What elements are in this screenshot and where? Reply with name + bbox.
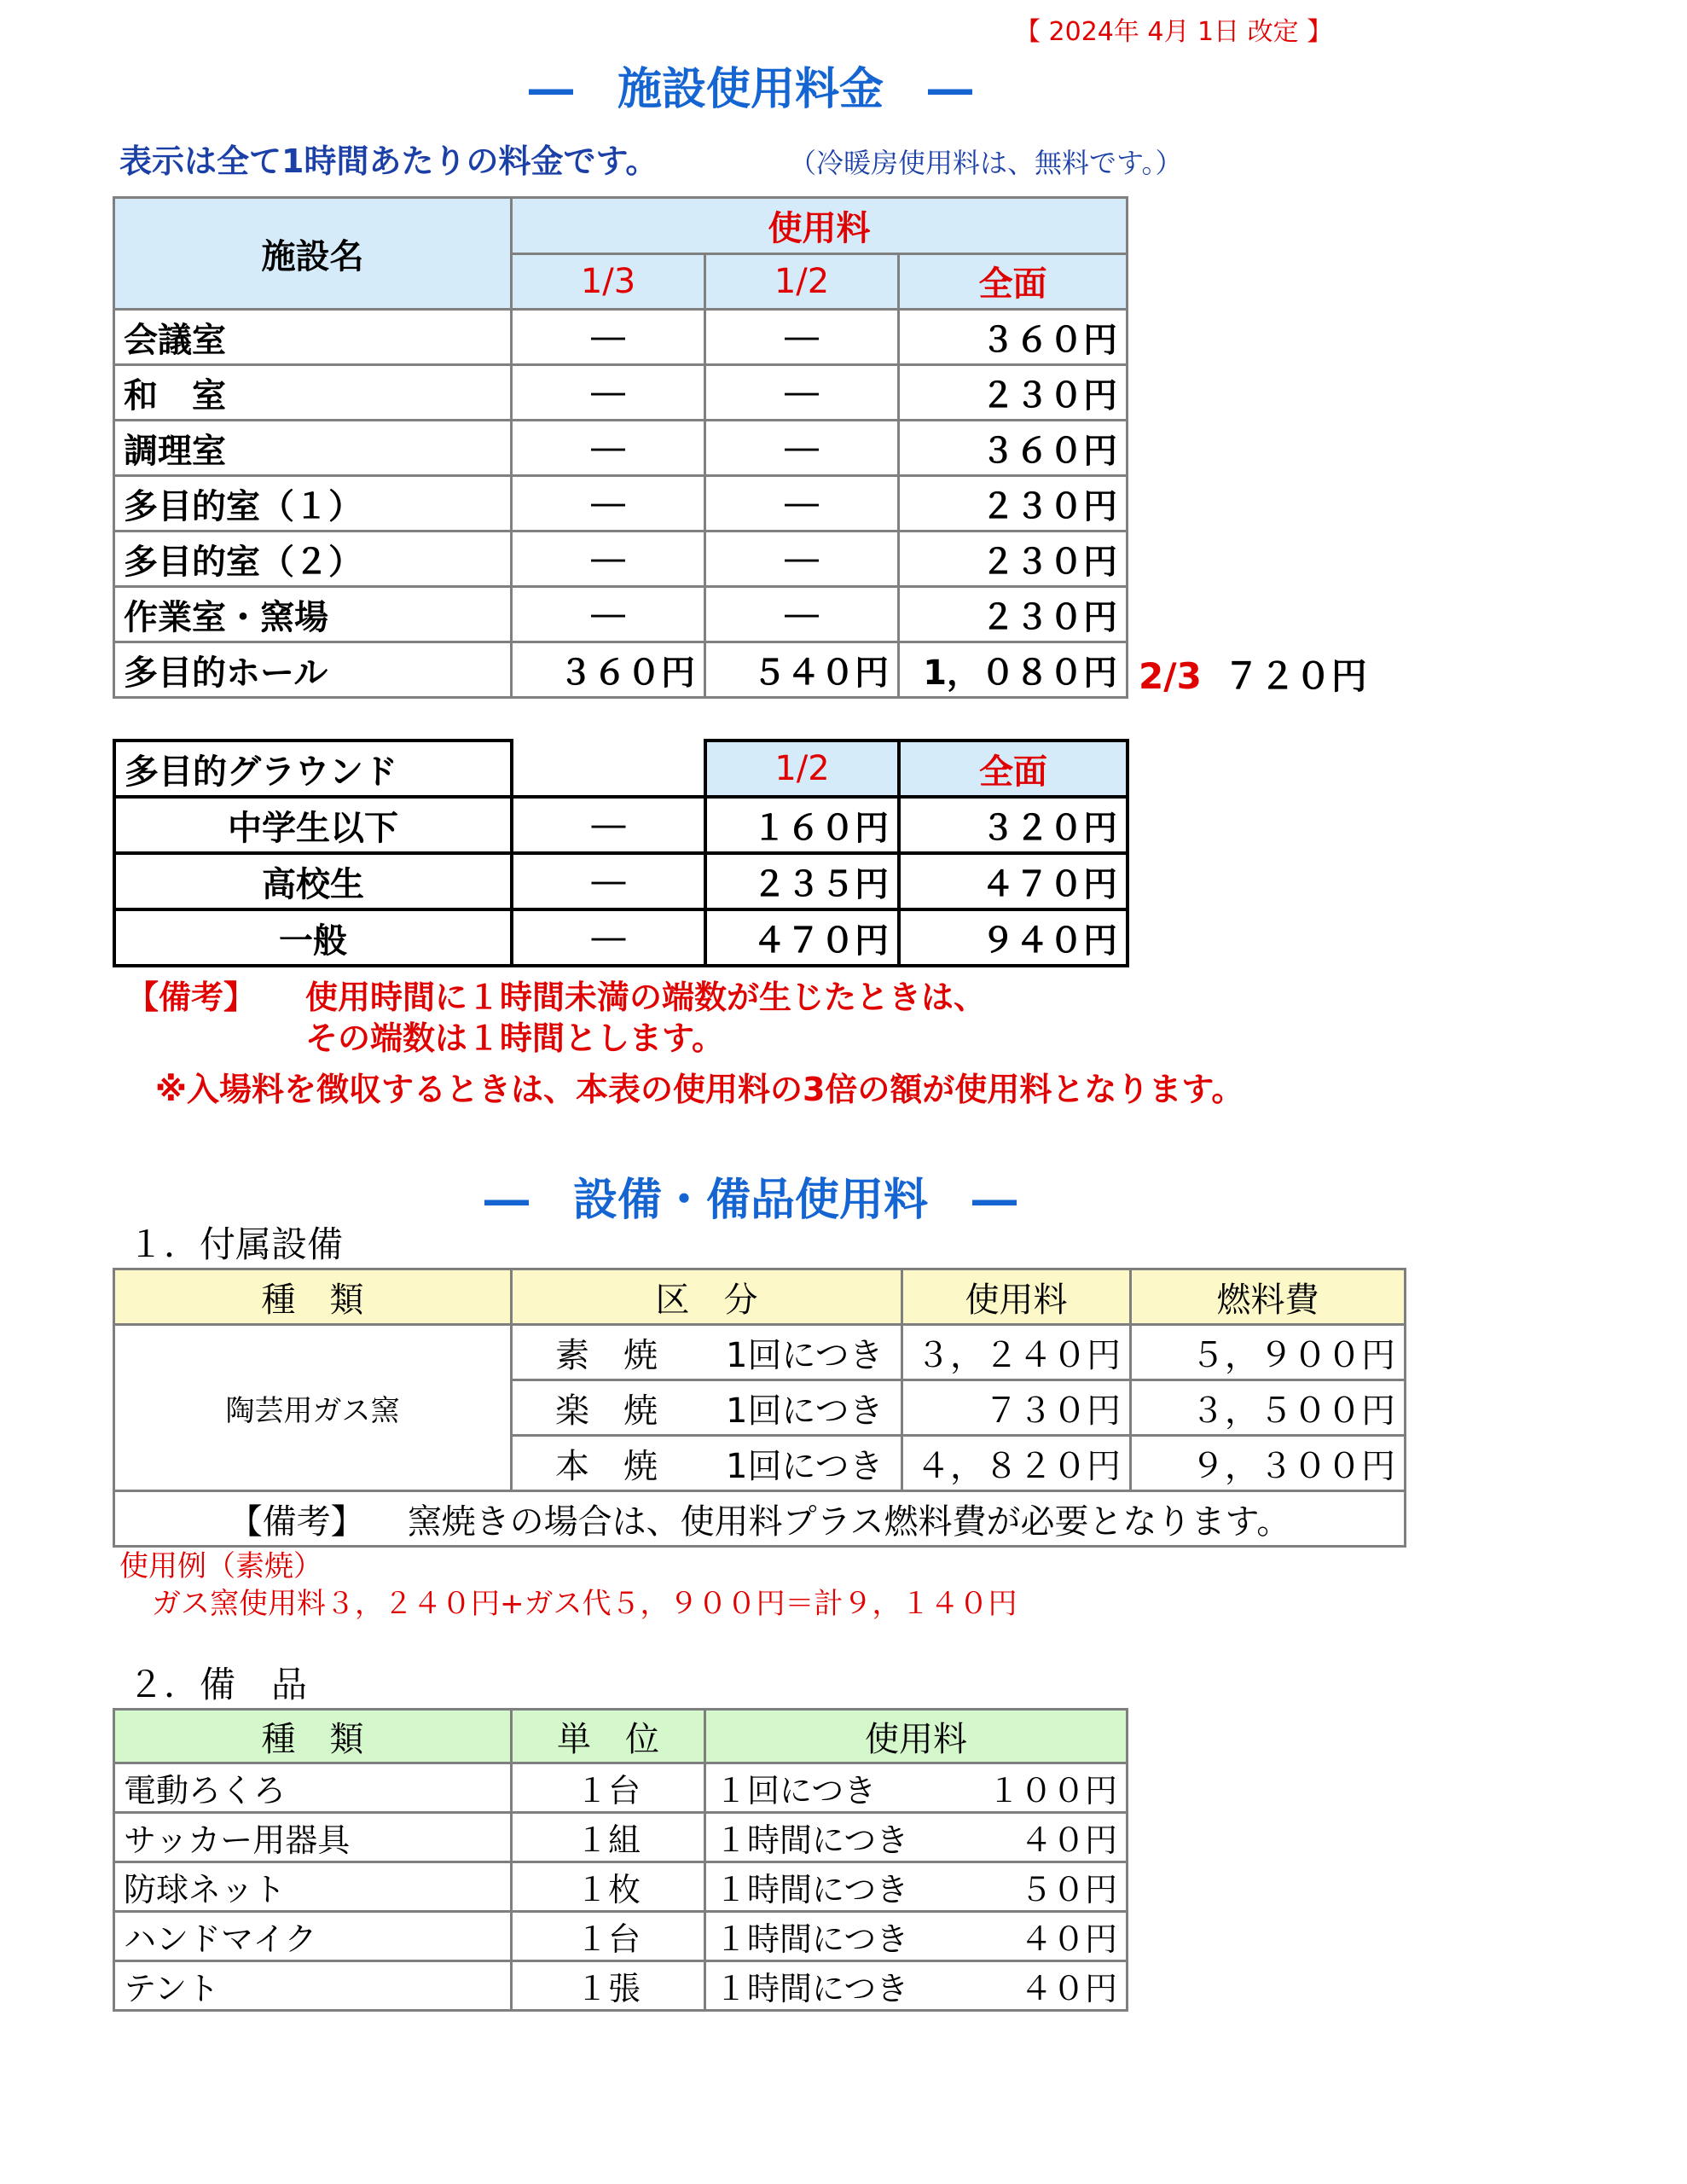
col-header-full: 全面 [899, 253, 1128, 310]
item-fee: ４０円 [1019, 1821, 1117, 1859]
kiln-category [512, 1380, 902, 1436]
item-fee: ４０円 [1019, 1970, 1117, 2007]
kiln-fuel: ３，５００円 [1131, 1380, 1406, 1436]
remarks-line2: その端数は１時間とします。 [305, 1019, 724, 1057]
col-header-fee: 使用料 [902, 1269, 1131, 1325]
table-row [114, 909, 1128, 966]
equipment-title: ― 設備・備品使用料 ― [484, 1175, 1017, 1226]
fee-third: ― [512, 531, 705, 587]
fee-full: ２３０円 [899, 365, 1128, 421]
kiln-name: 陶芸用ガス窯 [114, 1325, 512, 1491]
facility-name: 多目的ホール [114, 642, 512, 698]
item-per: １時間につき [715, 1871, 909, 1908]
fee-dash: ― [512, 853, 705, 909]
table-row [114, 531, 1128, 587]
fee-half: ― [705, 365, 899, 421]
item-fee-cell [705, 1763, 1128, 1813]
table-row [114, 1961, 1128, 2011]
item-fee: １００円 [987, 1772, 1117, 1809]
fee-half: ４７０円 [705, 909, 899, 966]
table-row [114, 1912, 1128, 1961]
col-header-facility-name: 施設名 [114, 198, 512, 310]
col-header-full: 全面 [899, 741, 1128, 797]
fraction-label: 2/3 [1139, 655, 1202, 697]
facility-name: 多目的室（２） [114, 531, 512, 587]
item-per: １時間につき [715, 1920, 909, 1958]
item-per: １時間につき [715, 1821, 909, 1859]
item-name: 電動ろくろ [114, 1763, 512, 1813]
kiln-remark-text: 窯焼きの場合は、使用料プラス燃料費が必要となります。 [407, 1502, 1291, 1542]
section2-heading: ２．備 品 [128, 1664, 308, 1705]
fee-dash: ― [512, 909, 705, 966]
kiln-fuel: ９，３００円 [1131, 1436, 1406, 1491]
fee-full: ９４０円 [899, 909, 1128, 966]
table-row [114, 1813, 1128, 1862]
item-unit: １枚 [512, 1862, 705, 1912]
col-header-third: 1/3 [512, 253, 705, 310]
kiln-fee: ７３０円 [902, 1380, 1131, 1436]
facility-name: 和 室 [114, 365, 512, 421]
kiln-remark-row [114, 1491, 1406, 1547]
fee-third: ― [512, 310, 705, 365]
firing-type: 本 焼 [555, 1446, 658, 1486]
table-row [114, 476, 1128, 531]
kiln-fee: ３，２４０円 [902, 1325, 1131, 1380]
item-fee-cell [705, 1862, 1128, 1912]
fee-half: ― [705, 587, 899, 642]
col-header-type: 種 類 [114, 1269, 512, 1325]
col-header-type: 種 類 [114, 1710, 512, 1763]
facility-name: 調理室 [114, 421, 512, 476]
user-category: 高校生 [114, 853, 512, 909]
firing-unit: 1回につき [726, 1391, 884, 1431]
remarks-line3: ※入場料を徴収するときは、本表の使用料の3倍の額が使用料となります。 [155, 1071, 1244, 1108]
table-row [114, 1763, 1128, 1813]
fee-full: ３６０円 [899, 421, 1128, 476]
table-row [114, 587, 1128, 642]
item-fee-cell [705, 1961, 1128, 2011]
kiln-fuel: ５，９００円 [1131, 1325, 1406, 1380]
item-name: サッカー用器具 [114, 1813, 512, 1862]
fee-full: ４７０円 [899, 853, 1128, 909]
fee-half: ５４０円 [705, 642, 899, 698]
fee-full: ３２０円 [899, 797, 1128, 853]
ground-name: 多目的グラウンド [114, 741, 512, 797]
table-row [114, 1862, 1128, 1912]
item-name: テント [114, 1961, 512, 2011]
item-per: １時間につき [715, 1970, 909, 2007]
facility-name: 多目的室（１） [114, 476, 512, 531]
fee-half: ― [705, 421, 899, 476]
facility-name: 作業室・窯場 [114, 587, 512, 642]
table-row [114, 853, 1128, 909]
fee-full: ３６０円 [899, 310, 1128, 365]
example-text: ガス窯使用料３，２４０円+ガス代５，９００円＝計９，１４０円 [152, 1587, 1017, 1621]
fee-full: ２３０円 [899, 531, 1128, 587]
col-header-unit: 単 位 [512, 1710, 705, 1763]
facility-fee-table [113, 196, 1128, 699]
fee-half: ― [705, 310, 899, 365]
table-row [114, 1325, 1406, 1380]
remarks-line1: 使用時間に１時間未満の端数が生じたときは、 [305, 979, 987, 1016]
col-header-category: 区 分 [512, 1269, 902, 1325]
fee-full: ２３０円 [899, 476, 1128, 531]
fee-half: １６０円 [705, 797, 899, 853]
fee-full: 1，０８０円 [899, 642, 1128, 698]
fee-third: ― [512, 365, 705, 421]
revision-date: 【 2024年 4月 1日 改定 】 [1015, 17, 1333, 47]
item-unit: １台 [512, 1763, 705, 1813]
item-fee-cell [705, 1912, 1128, 1961]
fee-third: ― [512, 587, 705, 642]
equipment-fee-table [113, 1708, 1128, 2012]
intro-note: （冷暖房使用料は、無料です。） [789, 147, 1183, 179]
page-title: ― 施設使用料金 ― [528, 64, 972, 115]
kiln-category [512, 1325, 902, 1380]
user-category: 一般 [114, 909, 512, 966]
item-name: ハンドマイク [114, 1912, 512, 1961]
table-row [114, 642, 1128, 698]
user-category: 中学生以下 [114, 797, 512, 853]
kiln-fee: ４，８２０円 [902, 1436, 1131, 1491]
table-row [114, 797, 1128, 853]
example-label: 使用例（素焼） [119, 1549, 322, 1583]
intro-text: 表示は全て1時間あたりの料金です。 [119, 142, 658, 180]
fee-third: ― [512, 421, 705, 476]
firing-unit: 1回につき [726, 1335, 884, 1375]
firing-unit: 1回につき [726, 1446, 884, 1486]
fee-value: ７２０円 [1223, 655, 1367, 697]
col-header-half: 1/2 [705, 741, 899, 797]
kiln-remark-label: 【備考】 [228, 1502, 365, 1542]
col-header-fee: 使用料 [512, 198, 1128, 254]
fee-half: ― [705, 531, 899, 587]
table-row [114, 310, 1128, 365]
fee-third: ― [512, 476, 705, 531]
fee-half: ― [705, 476, 899, 531]
kiln-category [512, 1436, 902, 1491]
col-header-half: 1/2 [705, 253, 899, 310]
item-per: １回につき [715, 1772, 877, 1809]
remarks-label: 【備考】 [126, 979, 257, 1016]
item-fee: ５０円 [1019, 1871, 1117, 1908]
fee-half: ２３５円 [705, 853, 899, 909]
item-name: 防球ネット [114, 1862, 512, 1912]
col-header-fee: 使用料 [705, 1710, 1128, 1763]
blank-cell [512, 741, 705, 797]
firing-type: 素 焼 [555, 1335, 658, 1375]
facility-name: 会議室 [114, 310, 512, 365]
fee-third: ３６０円 [512, 642, 705, 698]
fee-dash: ― [512, 797, 705, 853]
kiln-fee-table [113, 1268, 1406, 1548]
firing-type: 楽 焼 [555, 1391, 658, 1431]
section1-heading: １．付属設備 [128, 1223, 344, 1265]
table-row [114, 365, 1128, 421]
hall-two-thirds-fee [1139, 648, 1367, 700]
table-row [114, 421, 1128, 476]
item-fee: ４０円 [1019, 1920, 1117, 1958]
col-header-fuel: 燃料費 [1131, 1269, 1406, 1325]
ground-fee-table [113, 739, 1129, 967]
fee-full: ２３０円 [899, 587, 1128, 642]
item-unit: １台 [512, 1912, 705, 1961]
item-fee-cell [705, 1813, 1128, 1862]
item-unit: １張 [512, 1961, 705, 2011]
item-unit: １組 [512, 1813, 705, 1862]
